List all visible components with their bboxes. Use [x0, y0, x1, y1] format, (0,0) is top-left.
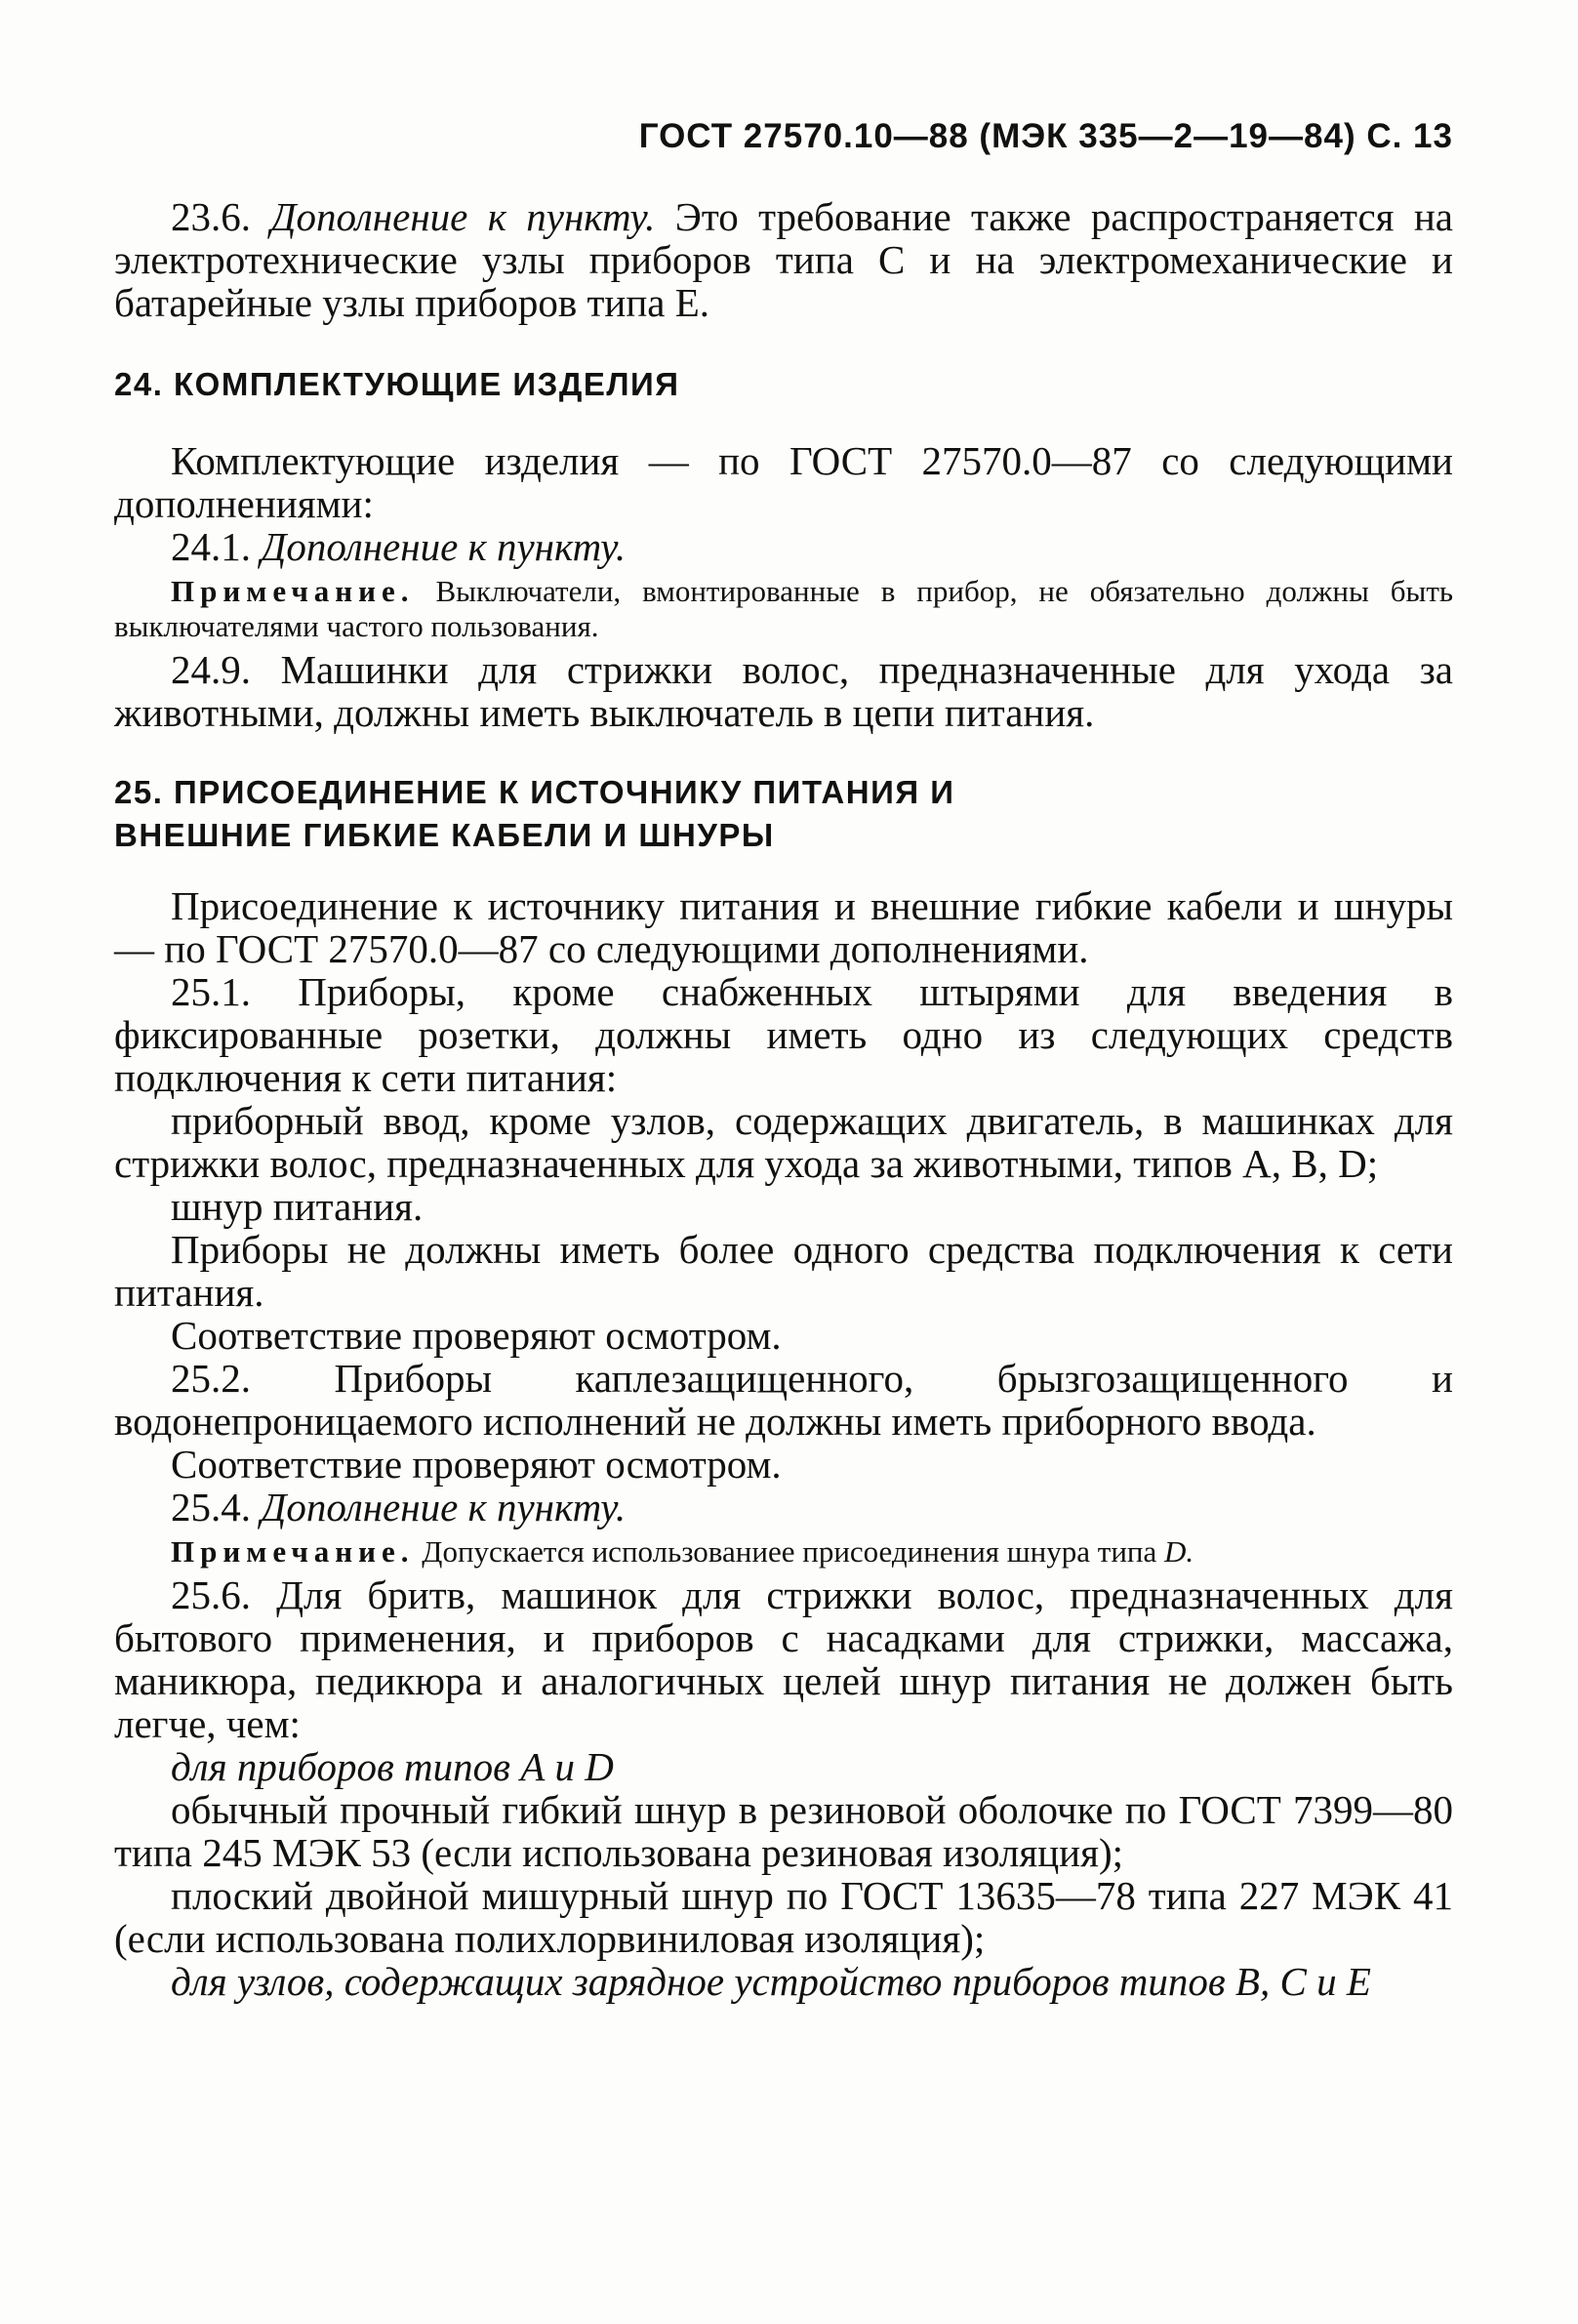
section-24-intro: Комплектующие изделия — по ГОСТ 27570.0—87 со следующими дополнениями: — [114, 438, 1453, 526]
note-label: Примечание. — [171, 574, 415, 608]
clause-25-1-check: Соответствие проверяют осмотром. — [171, 1313, 782, 1358]
clause-25-2-check: Соответствие проверяют осмотром. — [171, 1442, 782, 1487]
clause-title: Дополнение к пункту. — [270, 194, 656, 239]
clause-title: Дополнение к пункту. — [261, 524, 627, 569]
clause-25-1-requirement: Приборы не должны иметь более одного средства подключения к сети питания. — [114, 1227, 1453, 1315]
clause-23-6 — [114, 195, 1453, 324]
note-label: Примечание. — [171, 1534, 415, 1569]
clause-25-2: 25.2. Приборы каплезащищенного, брызгозащищенного и водонепроницаемого исполнений не должны иметь приборного ввода. — [114, 1356, 1453, 1444]
clause-title: Дополнение к пункту. — [261, 1485, 627, 1529]
clause-25-1-item-a: приборный ввод, кроме узлов, содержащих двигатель, в машинках для стрижки волос, предназначенных для ухода за животными, типов А, В, D; — [114, 1098, 1453, 1186]
note-25-4 — [114, 1534, 1453, 1570]
note-text: Выключатели, вмонтированные в прибор, не обязательно должны быть выключателями частого пользования. — [114, 574, 1454, 643]
section-25-intro: Присоединение к источнику питания и внешние гибкие кабели и шнуры — по ГОСТ 27570.0—87 со следующими дополнениями. — [114, 883, 1453, 971]
clause-25-1: 25.1. Приборы, кроме снабженных штырями для введения в фиксированные розетки, должны иметь одно из следующих средств подключения к сети питания: — [114, 969, 1453, 1100]
clause-25-4 — [114, 1486, 1453, 1529]
clause-24-1 — [114, 525, 1453, 568]
clause-25-1-item-b: шнур питания. — [171, 1184, 424, 1229]
note-text: Допускается использованиее присоединения шнура типа — [422, 1534, 1157, 1569]
page-content — [114, 195, 1453, 2003]
clause-number: 24.1. — [171, 524, 251, 569]
note-type: D. — [1164, 1534, 1194, 1569]
running-header: ГОСТ 27570.10—88 (МЭК 335—2—19—84) С. 13 — [638, 117, 1453, 155]
clause-25-6: 25.6. Для бритв, машинок для стрижки волос, предназначенных для бытового применения, и приборов с насадками для стрижки, массажа, маникюра, педикюра и аналогичных целей шнур питания не должен быть легче, чем: — [114, 1572, 1453, 1746]
clause-25-6-group-a-d: для приборов типов А и D — [171, 1744, 614, 1789]
clause-text: Это требование также распространяется на электротехнические узлы приборов типа С и на электромеханические и батарейные узлы приборов типа Е. — [114, 194, 1454, 325]
heading-line-2: ВНЕШНИЕ ГИБКИЕ КАБЕЛИ И ШНУРЫ — [114, 817, 775, 853]
clause-number: 23.6. — [171, 194, 251, 239]
clause-number: 25.4. — [171, 1485, 251, 1529]
section-heading-25 — [114, 771, 1453, 857]
section-heading-24: 24. КОМПЛЕКТУЮЩИЕ ИЗДЕЛИЯ — [114, 366, 680, 402]
note-24-1 — [114, 574, 1453, 644]
clause-25-6-cord-tinsel: плоский двойной мишурный шнур по ГОСТ 13635—78 типа 227 МЭК 41 (если использована полихлорвиниловая изоляция); — [114, 1873, 1453, 1961]
clause-25-6-group-b-c-e: для узлов, содержащих зарядное устройство приборов типов В, С и Е — [171, 1959, 1371, 2004]
clause-25-6-cord-rubber: обычный прочный гибкий шнур в резиновой оболочке по ГОСТ 7399—80 типа 245 МЭК 53 (если использована резиновая изоляция); — [114, 1787, 1453, 1875]
clause-24-9: 24.9. Машинки для стрижки волос, предназначенные для ухода за животными, должны иметь выключатель в цепи питания. — [114, 647, 1453, 735]
heading-line-1: 25. ПРИСОЕДИНЕНИЕ К ИСТОЧНИКУ ПИТАНИЯ И — [114, 774, 955, 810]
